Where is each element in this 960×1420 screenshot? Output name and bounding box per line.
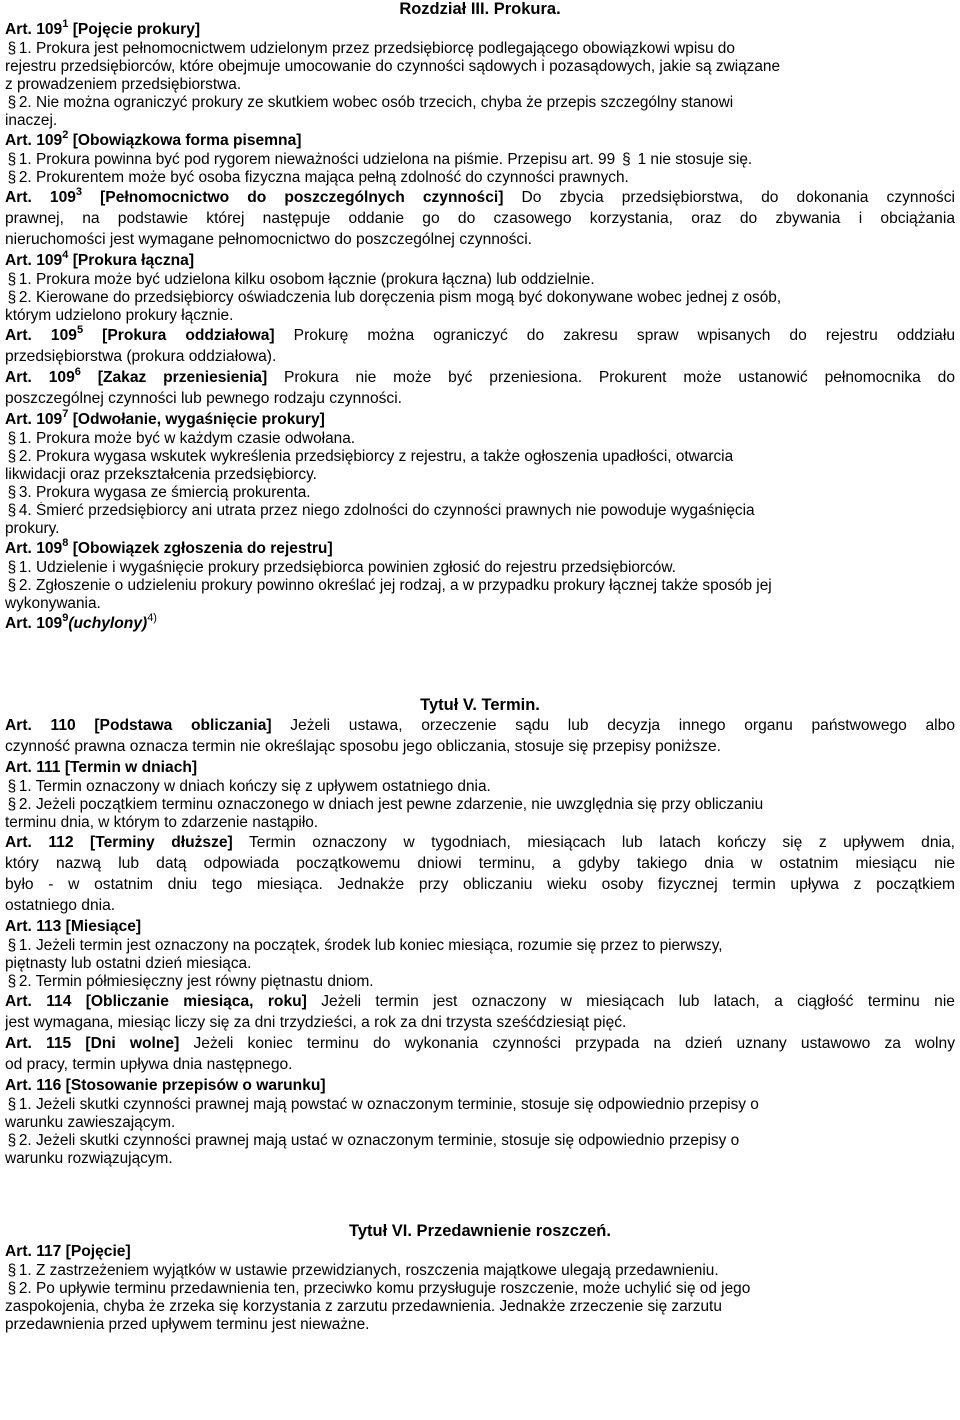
article-number: Art. 109 bbox=[5, 21, 63, 38]
article-superscript: 3 bbox=[75, 187, 83, 198]
article-text: Jeżeli koniec terminu do wykonania czynności przypada na dzień uznany ustawowo za wolny bbox=[193, 1035, 955, 1052]
paragraph-line bbox=[5, 1096, 955, 1114]
section-sign: § bbox=[7, 271, 17, 288]
paragraph-text: 1. Udzielenie i wygaśnięcie prokury przedsiębiorca powinien zgłosić do rejestru przedsiębiorców. bbox=[18, 559, 676, 576]
paragraph-line: warunku zawieszającym. bbox=[5, 1114, 176, 1131]
article-109-6-heading bbox=[5, 367, 955, 388]
article-title: Art. 116 [Stosowanie przepisów o warunku] bbox=[5, 1077, 326, 1094]
section-sign: § bbox=[7, 1132, 17, 1149]
paragraph-text: 2. Po upływie terminu przedawnienia ten, przeciwko komu przysługuje roszczenie, może uchylić się od jego bbox=[18, 1280, 751, 1297]
article-superscript: 9 bbox=[62, 613, 69, 624]
paragraph-text: 1. Prokura jest pełnomocnictwem udzielonym przez przedsiębiorcę podlegającego obowiązkowi wpisu do bbox=[18, 40, 735, 57]
paragraph-text: 1. Jeżeli termin jest oznaczony na początek, środek lub koniec miesiąca, rozumie się przez to pierwszy, bbox=[18, 937, 723, 954]
article-109-1-heading bbox=[5, 19, 955, 40]
section-sign: § bbox=[7, 559, 17, 576]
chapter-title: Rozdział III. Prokura. bbox=[399, 0, 561, 18]
section-sign: § bbox=[7, 937, 17, 954]
paragraph-text: 1 nie stosuje się. bbox=[637, 151, 753, 168]
paragraph-line bbox=[5, 796, 955, 814]
paragraph-text: 1. Prokura powinna być pod rygorem nieważności udzielona na piśmie. Przepisu art. 99 bbox=[18, 151, 616, 168]
section-sign: § bbox=[7, 448, 17, 465]
repealed-label: (uchylony) bbox=[68, 615, 148, 632]
section-sign: § bbox=[7, 484, 17, 501]
document-page bbox=[5, 0, 955, 1334]
article-number: Art. 109 bbox=[5, 252, 63, 269]
article-109-4-heading bbox=[5, 250, 955, 271]
article-110-heading bbox=[5, 715, 955, 736]
paragraph-text: 1. Prokura może być w każdym czasie odwołana. bbox=[18, 430, 356, 447]
article-109-8-heading bbox=[5, 538, 955, 559]
section-sign: § bbox=[7, 577, 17, 594]
section-sign: § bbox=[622, 151, 631, 168]
article-title: [Pełnomocnictwo do poszczególnych czynności] bbox=[100, 189, 504, 206]
paragraph-text: 2. Jeżeli skutki czynności prawnej mają ustać w oznaczonym terminie, stosuje się odpowiednio przepisy o bbox=[18, 1132, 740, 1149]
article-text-line: przedsiębiorstwa (prokura oddziałowa). bbox=[5, 348, 277, 365]
article-superscript: 7 bbox=[62, 409, 69, 420]
paragraph-text: 2. Kierowane do przedsiębiorcy oświadczenia lub doręczenia pism mogą być dokonywane wobec jednej z osób, bbox=[18, 289, 782, 306]
paragraph-line bbox=[5, 937, 955, 955]
spacer bbox=[5, 634, 955, 696]
article-109-7-heading bbox=[5, 409, 955, 430]
section-sign: § bbox=[7, 430, 17, 447]
paragraph-line bbox=[5, 502, 955, 520]
article-superscript: 8 bbox=[62, 538, 69, 549]
section-sign: § bbox=[7, 778, 17, 795]
paragraph-line: piętnasty lub ostatni dzień miesiąca. bbox=[5, 955, 252, 972]
paragraph-line bbox=[5, 484, 955, 502]
paragraph-line bbox=[5, 430, 955, 448]
article-text-line: czynność prawna oznacza termin nie określając sposobu jego obliczania, stosuje się przepisy poniższe. bbox=[5, 738, 721, 755]
paragraph-line bbox=[5, 973, 955, 991]
section-sign: § bbox=[7, 151, 17, 168]
article-109-5-heading bbox=[5, 325, 955, 346]
article-number: Art. 109 bbox=[5, 540, 63, 557]
paragraph-line bbox=[5, 577, 955, 595]
title-v-heading: Tytuł V. Termin. bbox=[420, 696, 540, 714]
section-sign: § bbox=[7, 1096, 17, 1113]
article-117-heading bbox=[5, 1241, 955, 1262]
article-text-line: było - w ostatnim dniu tego miesiąca. Jednakże przy obliczaniu wieku osoby fizycznej termin upływa z początkiem bbox=[5, 876, 955, 893]
article-number: Art. 109 bbox=[5, 411, 63, 428]
paragraph-text: 1. Jeżeli skutki czynności prawnej mają powstać w oznaczonym terminie, stosuje się odpowiednio przepisy o bbox=[18, 1096, 759, 1113]
article-text-line: ostatniego dnia. bbox=[5, 897, 116, 914]
article-title: [Odwołanie, wygaśnięcie prokury] bbox=[72, 411, 325, 428]
paragraph-line bbox=[5, 289, 955, 307]
article-superscript: 5 bbox=[76, 325, 84, 336]
paragraph-line bbox=[5, 40, 955, 58]
section-sign: § bbox=[7, 40, 17, 57]
article-text: Termin oznaczony w tygodniach, miesiącach lub latach kończy się z upływem dnia, bbox=[249, 834, 955, 851]
section-sign: § bbox=[7, 289, 17, 306]
paragraph-line bbox=[5, 169, 955, 187]
article-109-3-heading bbox=[5, 187, 955, 208]
paragraph-text: 2. Termin półmiesięczny jest równy piętnastu dniom. bbox=[18, 973, 374, 990]
article-title: Art. 111 [Termin w dniach] bbox=[5, 759, 198, 776]
paragraph-text: 4. Śmierć przedsiębiorcy ani utrata przez niego zdolności do czynności prawnych nie powoduje wygaśnięcia bbox=[18, 502, 755, 519]
paragraph-text: 1. Prokura może być udzielona kilku osobom łącznie (prokura łączna) lub oddzielnie. bbox=[18, 271, 595, 288]
paragraph-line bbox=[5, 1262, 955, 1280]
paragraph-line: likwidacji oraz przekształcenia przedsiębiorcy. bbox=[5, 466, 317, 483]
article-superscript: 1 bbox=[62, 19, 69, 30]
article-title: Art. 113 [Miesiące] bbox=[5, 918, 142, 935]
paragraph-line bbox=[5, 448, 955, 466]
paragraph-line bbox=[5, 94, 955, 112]
paragraph-text: 2. Jeżeli początkiem terminu oznaczonego w dniach jest pewne zdarzenie, nie uwzględnia się przy obliczaniu bbox=[18, 796, 764, 813]
article-title: [Zakaz przeniesienia] bbox=[97, 369, 268, 386]
paragraph-line: inaczej. bbox=[5, 112, 58, 129]
article-text-line: który nazwą lub datą odpowiada początkowemu dniowi terminu, a gdyby takiego dnia w ostatnim miesiącu nie bbox=[5, 855, 955, 872]
article-115-heading bbox=[5, 1033, 955, 1054]
article-text-line: od pracy, termin upływa dnia następnego. bbox=[5, 1056, 293, 1073]
article-superscript: 4 bbox=[62, 250, 69, 261]
article-title: Art. 114 [Obliczanie miesiąca, roku] bbox=[5, 993, 307, 1010]
paragraph-line bbox=[5, 1280, 955, 1298]
paragraph-text: 2. Zgłoszenie o udzieleniu prokury powinno określać jej rodzaj, a w przypadku prokury łącznej także sposób jej bbox=[18, 577, 772, 594]
article-text-line: nieruchomości jest wymagane pełnomocnictwo do poszczególnej czynności. bbox=[5, 231, 532, 248]
paragraph-line bbox=[5, 271, 955, 289]
article-text: Jeżeli ustawa, orzeczenie sądu lub decyzja innego organu państwowego albo bbox=[290, 717, 955, 734]
article-text-line: prawnej, na podstawie której następuje oddanie go do czasowego korzystania, oraz do zbywania i obciążania bbox=[5, 210, 955, 227]
article-title: [Prokura oddziałowa] bbox=[102, 327, 275, 344]
article-number: Art. 109 bbox=[5, 132, 63, 149]
article-title: Art. 117 [Pojęcie] bbox=[5, 1243, 131, 1260]
section-sign: § bbox=[7, 94, 17, 111]
article-title: [Obowiązek zgłoszenia do rejestru] bbox=[72, 540, 333, 557]
section-sign: § bbox=[7, 502, 17, 519]
paragraph-line: rejestru przedsiębiorców, które obejmuje umocowanie do czynności sądowych i pozasądowych, jakie są związane bbox=[5, 58, 781, 75]
paragraph-line: wykonywania. bbox=[5, 595, 101, 612]
article-109-2-heading bbox=[5, 130, 955, 151]
section-sign: § bbox=[7, 169, 17, 186]
article-title: Art. 110 [Podstawa obliczania] bbox=[5, 717, 272, 734]
article-title: [Obowiązkowa forma pisemna] bbox=[72, 132, 302, 149]
article-title: [Pojęcie prokury] bbox=[72, 21, 201, 38]
article-title: Art. 112 [Terminy dłuższe] bbox=[5, 834, 233, 851]
paragraph-text: 2. Prokura wygasa wskutek wykreślenia przedsiębiorcy z rejestru, a także ogłoszenia upadłości, otwarcia bbox=[18, 448, 734, 465]
paragraph-text: 1. Termin oznaczony w dniach kończy się z upływem ostatniego dnia. bbox=[18, 778, 491, 795]
paragraph-text: 3. Prokura wygasa ze śmiercią prokurenta. bbox=[18, 484, 311, 501]
paragraph-text: 1. Z zastrzeżeniem wyjątków w ustawie przewidzianych, roszczenia majątkowe ulegają przedawnieniu. bbox=[18, 1262, 719, 1279]
article-number: Art. 109 bbox=[5, 327, 77, 344]
section-sign: § bbox=[7, 796, 17, 813]
article-text-line: jest wymagana, miesiąc liczy się za dni trzydzieści, a rok za dni trzysta sześćdziesiąt pięć. bbox=[5, 1014, 627, 1031]
article-116-heading bbox=[5, 1075, 955, 1096]
article-text: Prokurę można ograniczyć do zakresu spraw wpisanych do rejestru oddziału bbox=[293, 327, 955, 344]
article-number: Art. 109 bbox=[5, 369, 75, 386]
article-113-heading bbox=[5, 916, 955, 937]
paragraph-line: którym udzielono prokury łącznie. bbox=[5, 307, 234, 324]
paragraph-line: warunku rozwiązującym. bbox=[5, 1150, 173, 1167]
article-title: Art. 115 [Dni wolne] bbox=[5, 1035, 180, 1052]
article-114-heading bbox=[5, 991, 955, 1012]
section-sign: § bbox=[7, 973, 17, 990]
paragraph-line: prokury. bbox=[5, 520, 60, 537]
article-text-line: poszczególnej czynności lub pewnego rodzaju czynności. bbox=[5, 390, 403, 407]
spacer bbox=[5, 1168, 955, 1222]
paragraph-line: z prowadzeniem przedsiębiorstwa. bbox=[5, 76, 242, 93]
article-superscript: 6 bbox=[74, 367, 81, 378]
paragraph-line: terminu dnia, w którym to zdarzenie nastąpiło. bbox=[5, 814, 319, 831]
footnote-ref: 4) bbox=[147, 613, 157, 624]
article-112-heading bbox=[5, 832, 955, 853]
paragraph-line bbox=[5, 151, 955, 169]
paragraph-line bbox=[5, 559, 955, 577]
article-text: Prokura nie może być przeniesiona. Prokurent może ustanowić pełnomocnika do bbox=[284, 369, 955, 386]
article-text: Do zbycia przedsiębiorstwa, do dokonania czynności bbox=[521, 189, 955, 206]
section-sign: § bbox=[7, 1262, 17, 1279]
paragraph-line bbox=[5, 778, 955, 796]
article-superscript: 2 bbox=[62, 130, 69, 141]
paragraph-line: przedawnienia przed upływem terminu jest nieważne. bbox=[5, 1316, 370, 1333]
article-109-9-heading bbox=[5, 613, 955, 634]
paragraph-text: 2. Prokurentem może być osoba fizyczna mająca pełną zdolność do czynności prawnych. bbox=[18, 169, 629, 186]
paragraph-line: zaspokojenia, chyba że zrzeka się korzystania z zarzutu przedawnienia. Jednakże zrzeczenie się zarzutu bbox=[5, 1298, 722, 1315]
article-111-heading bbox=[5, 757, 955, 778]
section-sign: § bbox=[7, 1280, 17, 1297]
paragraph-text: 2. Nie można ograniczyć prokury ze skutkiem wobec osób trzecich, chyba że przepis szczególny stanowi bbox=[18, 94, 734, 111]
article-title: [Prokura łączna] bbox=[72, 252, 195, 269]
article-number: Art. 109 bbox=[5, 189, 76, 206]
title-vi-heading: Tytuł VI. Przedawnienie roszczeń. bbox=[349, 1222, 611, 1240]
article-number: Art. 109 bbox=[5, 615, 63, 632]
paragraph-line bbox=[5, 1132, 955, 1150]
article-text: Jeżeli termin jest oznaczony w miesiącach lub latach, a ciągłość terminu nie bbox=[321, 993, 955, 1010]
